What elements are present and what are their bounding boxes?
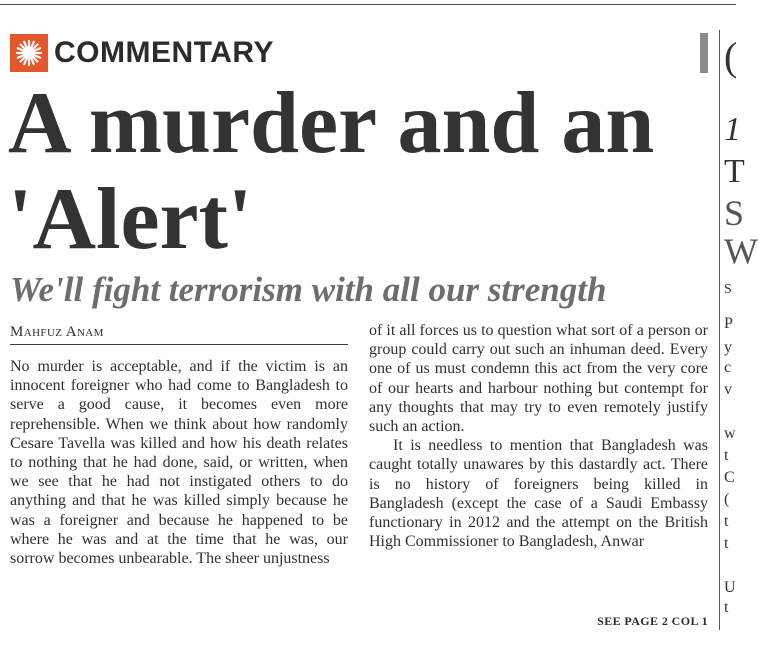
column-divider xyxy=(719,30,720,630)
body-column-1 xyxy=(10,357,348,568)
adjacent-fragment: S xyxy=(724,282,732,297)
adjacent-fragment: S xyxy=(724,193,745,233)
adjacent-fragment: ( xyxy=(724,491,730,508)
adjacent-fragment: v xyxy=(724,381,732,398)
adjacent-kicker-bar xyxy=(700,33,708,73)
section-kicker xyxy=(10,33,274,73)
body-paragraph-3: It is needless to mention that Bangladesh was caught totally unawares by this dastardly act. There is no history of foreigners being killed in Bangladesh (except the case of a Saudi Embassy functionary in 2012 and the attempt on the British High Commissioner to Bangladesh, Anwar xyxy=(369,437,708,551)
section-label: COMMENTARY xyxy=(54,36,274,69)
adjacent-fragment: P xyxy=(724,315,733,332)
adjacent-fragment: t xyxy=(724,513,729,530)
top-rule xyxy=(0,4,736,5)
adjacent-fragment: C xyxy=(724,469,735,486)
adjacent-fragment: c xyxy=(724,359,732,376)
adjacent-fragment: t xyxy=(724,447,729,464)
adjacent-fragment: 1 xyxy=(724,111,741,148)
adjacent-fragment: W xyxy=(724,231,758,271)
adjacent-fragment: t xyxy=(724,535,729,552)
adjacent-fragment: t xyxy=(724,599,729,616)
adjacent-fragment: ( xyxy=(724,34,738,79)
adjacent-fragment: T xyxy=(724,153,745,190)
adjacent-fragment: U xyxy=(724,579,736,596)
byline: Mahfuz Anam xyxy=(10,324,104,340)
adjacent-fragment: w xyxy=(724,425,736,442)
subheadline: We'll fight terrorism with all our strength xyxy=(10,270,607,309)
body-column-2 xyxy=(369,321,708,551)
body-paragraph-1: No murder is acceptable, and if the victim is an innocent foreigner who had come to Bangladesh to serve a good cause, it becomes even more reprehensible. When we think about how randomly Cesare Tavella was killed and how his death relates to nothing that he had done, said, or written, when we see that he had not instigated others to do anything and that he was killed simply because he was a foreigner and because he happened to be where he was and at the time that he was, our sorrow becomes unbearable. The sheer unjustness xyxy=(10,358,348,568)
byline-rule xyxy=(10,344,348,345)
jump-line: SEE PAGE 2 COL 1 xyxy=(597,614,708,628)
headline: A murder and an 'Alert' xyxy=(8,75,655,268)
body-paragraph-2: of it all forces us to question what sort of a person or group could carry out such an inhuman deed. Every one of us must condemn this act from the very core of our hearts and harbour nothing but contempt for any thoughts that may try to even remotely justify such an action. xyxy=(369,322,708,436)
sunburst-icon xyxy=(10,34,48,72)
adjacent-fragment: y xyxy=(724,339,732,356)
